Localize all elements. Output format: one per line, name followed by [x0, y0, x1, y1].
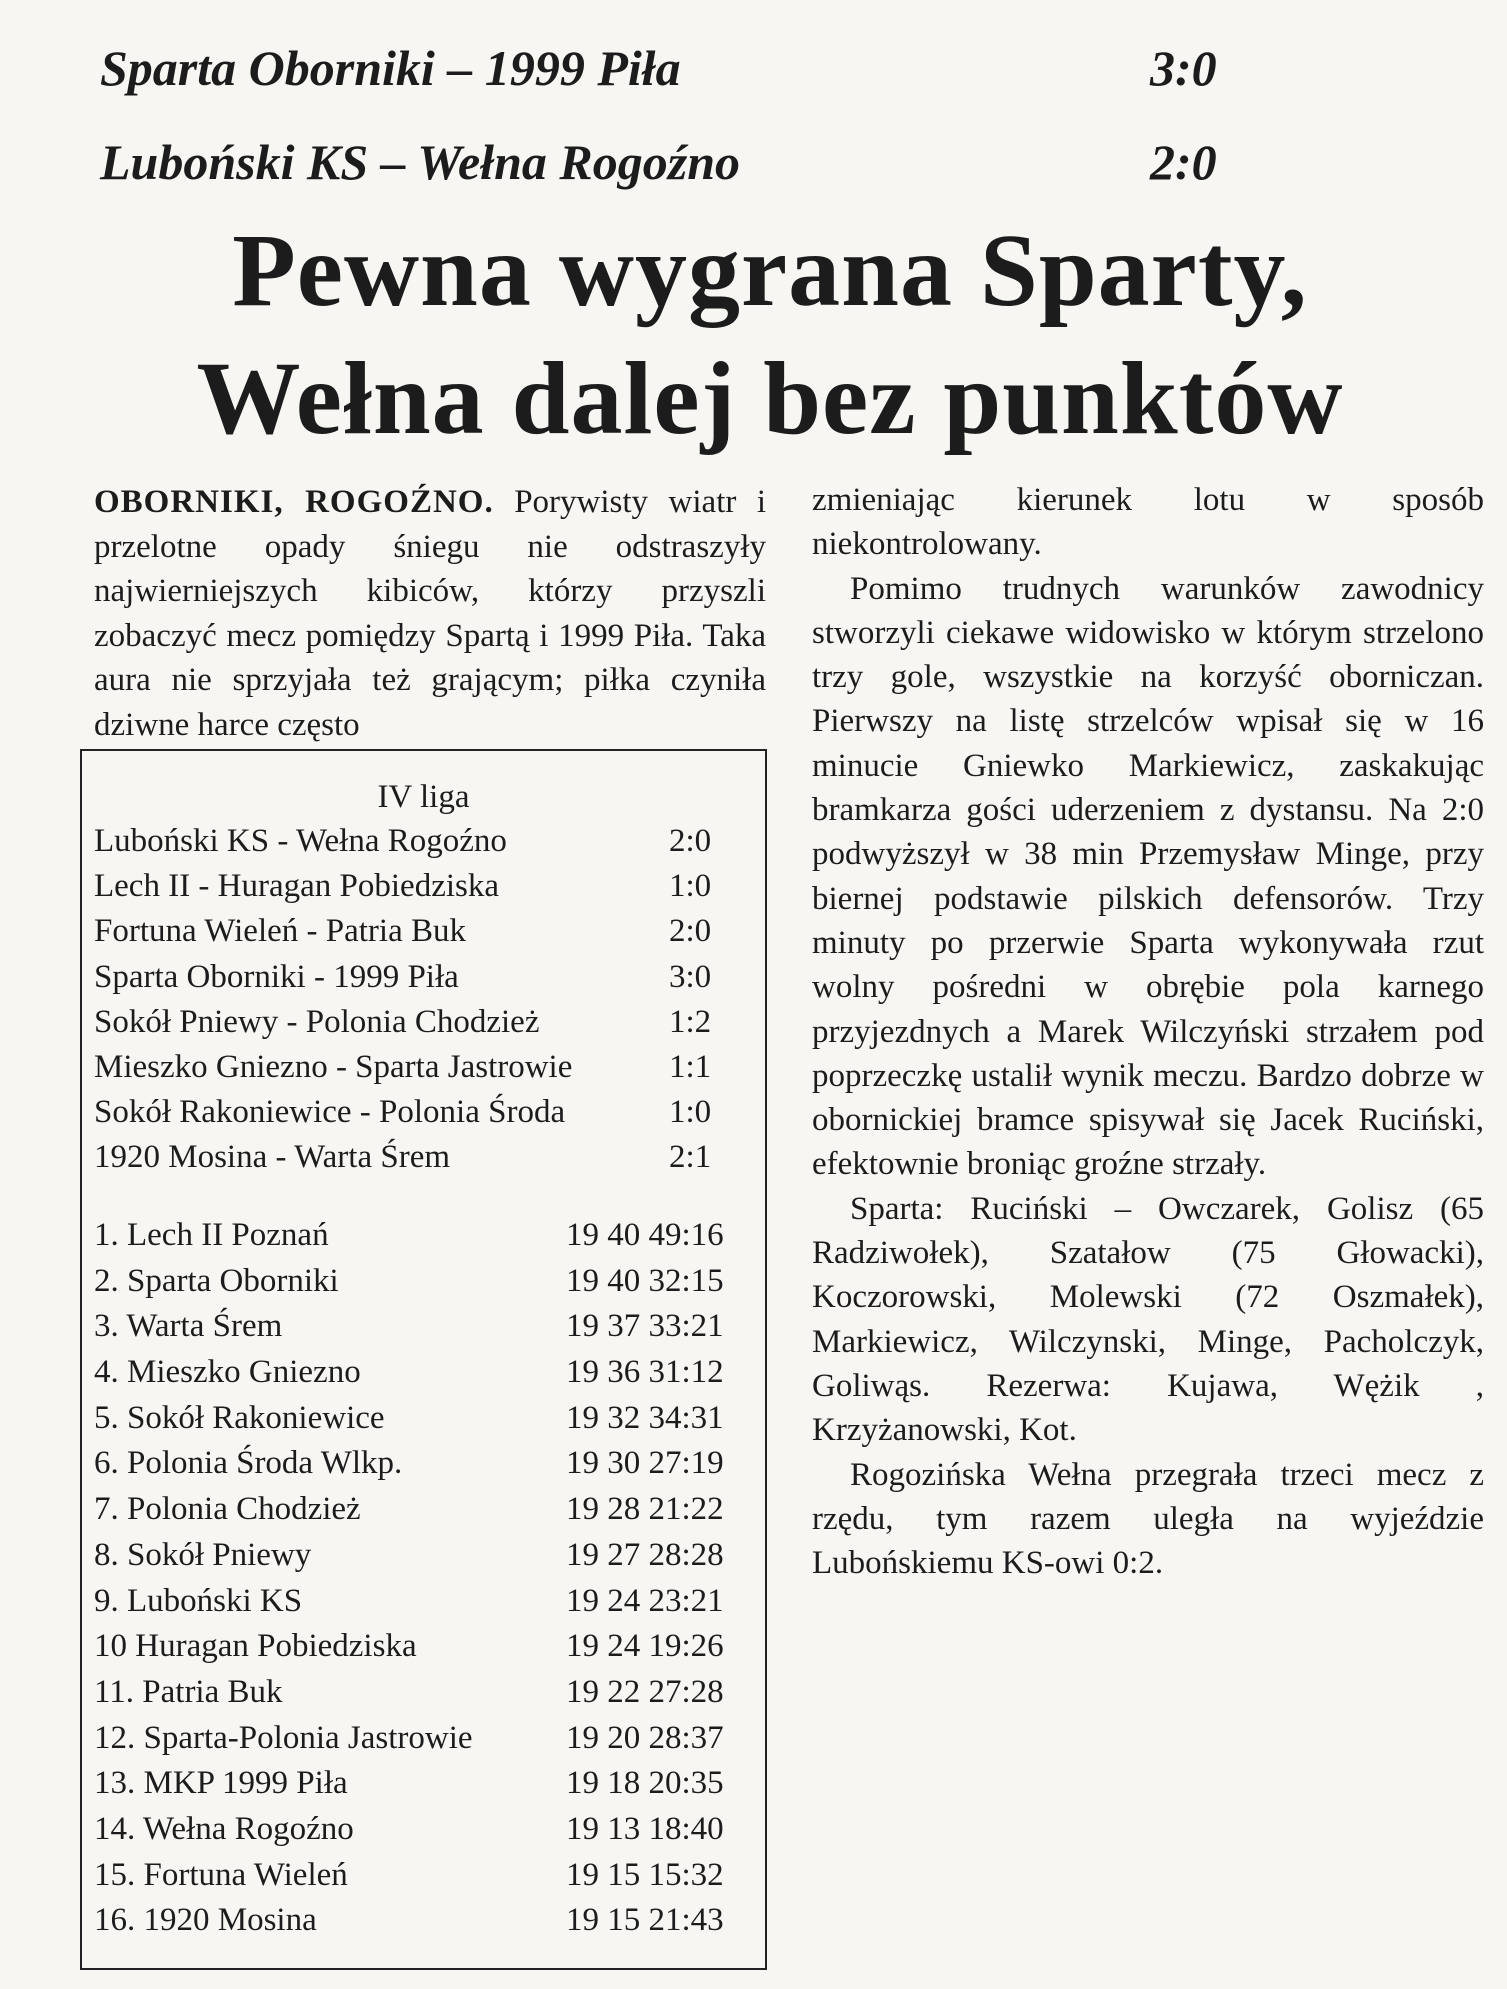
- league-title: IV liga: [377, 779, 470, 815]
- headline-line-1: Pewna wygrana Sparty,: [232, 213, 1308, 328]
- standings-team: 10 Huragan Pobiedziska: [94, 1628, 417, 1665]
- standings-team: 6. Polonia Środa Wlkp.: [94, 1445, 403, 1482]
- standings-team: 14. Wełna Rogoźno: [94, 1810, 354, 1847]
- article-paragraph: zmieniając kierunek lotu w sposób niekontrolowany.: [812, 482, 1484, 563]
- fixture-score: 1:2: [669, 1003, 712, 1040]
- league-table-box: [80, 749, 767, 1970]
- standings-team: 13. MKP 1999 Piła: [94, 1765, 348, 1802]
- standings-row: [94, 1853, 764, 1899]
- standings-row: [94, 1624, 764, 1670]
- fixture-row: [94, 1000, 754, 1045]
- fixture-row: [94, 955, 754, 1000]
- result-line: [100, 132, 1240, 192]
- standings-team: 3. Warta Śrem: [94, 1308, 283, 1345]
- standings-team: 9. Luboński KS: [94, 1582, 303, 1619]
- fixture-match: Sokół Pniewy - Polonia Chodzież: [94, 1003, 540, 1040]
- fixture-match: Fortuna Wieleń - Patria Buk: [94, 913, 466, 950]
- fixture-match: Sparta Oborniki - 1999 Piła: [94, 958, 459, 995]
- article-paragraph: Rogozińska Wełna przegrała trzeci mecz z rzędu, tym razem uległa na wyjeździe Lubońskiemu KS-owi 0:2.: [812, 1456, 1484, 1582]
- standings-stats: 19 15 15:32: [566, 1856, 724, 1893]
- fixtures-list: [94, 819, 754, 1181]
- fixture-row: [94, 1135, 754, 1180]
- fixture-row: [94, 909, 754, 954]
- fixture-row: [94, 819, 754, 864]
- standings-stats: 19 40 32:15: [566, 1262, 724, 1299]
- standings-row: [94, 1533, 764, 1579]
- fixture-match: Luboński KS - Wełna Rogoźno: [94, 823, 507, 859]
- standings-team: 5. Sokół Rakoniewice: [94, 1399, 385, 1436]
- standings-team: 8. Sokół Pniewy: [94, 1536, 312, 1573]
- standings-row: [94, 1807, 764, 1853]
- fixture-match: Sokół Rakoniewice - Polonia Środa: [94, 1094, 566, 1131]
- fixture-row: [94, 1090, 754, 1135]
- standings-stats: 19 24 23:21: [566, 1582, 724, 1619]
- standings-stats: 19 20 28:37: [566, 1719, 724, 1756]
- fixture-score: 1:0: [669, 1094, 712, 1131]
- standings-row: [94, 1441, 764, 1487]
- fixture-score: 2:0: [669, 913, 712, 950]
- standings-stats: 19 24 19:26: [566, 1628, 724, 1665]
- article-paragraph: [94, 480, 766, 747]
- standings-stats: 19 13 18:40: [566, 1810, 724, 1847]
- standings-stats: 19 27 28:28: [566, 1536, 724, 1573]
- standings-row: [94, 1716, 764, 1762]
- fixture-match: Mieszko Gniezno - Sparta Jastrowie: [94, 1048, 573, 1085]
- fixture-score: 1:1: [669, 1048, 712, 1085]
- standings-team: 7. Polonia Chodzież: [94, 1491, 361, 1528]
- standings-row: [94, 1304, 764, 1350]
- standings-team: 2. Sparta Oborniki: [94, 1262, 339, 1299]
- standings-row: [94, 1396, 764, 1442]
- standings-stats: 19 32 34:31: [566, 1399, 724, 1436]
- standings-stats: 19 15 21:43: [566, 1902, 724, 1939]
- standings-row: [94, 1213, 764, 1259]
- result-match: Sparta Oborniki – 1999 Piła: [100, 40, 681, 96]
- article-text: Porywisty wiatr i przelotne opady śniegu nie odstraszyły najwierniejszych kibiców, którzy przyszli zobaczyć mecz pomiędzy Spartą i 1999 Piła. Taka aura nie sprzyjała też grającym; piłka czyniła dziwne harce często: [94, 484, 767, 743]
- standings-stats: 19 28 21:22: [566, 1491, 724, 1528]
- fixture-row: [94, 864, 754, 909]
- standings-team: 12. Sparta-Polonia Jastrowie: [94, 1719, 473, 1756]
- standings-team: 16. 1920 Mosina: [94, 1902, 317, 1939]
- standings-row: [94, 1761, 764, 1807]
- result-score: 3:0: [1150, 40, 1217, 96]
- standings-row: [94, 1487, 764, 1533]
- article-lead: OBORNIKI, ROGOŹNO.: [94, 484, 494, 520]
- standings-stats: 19 22 27:28: [566, 1673, 724, 1710]
- fixture-match: Lech II - Huragan Pobiedziska: [94, 868, 500, 905]
- article-column-right: [812, 478, 1484, 1585]
- standings-stats: 19 18 20:35: [566, 1765, 724, 1802]
- fixture-score: 1:0: [669, 868, 712, 905]
- fixture-score: 2:0: [669, 823, 712, 859]
- standings-stats: 19 36 31:12: [566, 1354, 724, 1391]
- standings-team: 4. Mieszko Gniezno: [94, 1354, 361, 1391]
- fixture-score: 3:0: [669, 958, 712, 995]
- standings-team: 1. Lech II Poznań: [94, 1217, 329, 1253]
- standings-stats: 19 40 49:16: [566, 1217, 724, 1253]
- article-column-left: [94, 480, 766, 747]
- fixture-match: 1920 Mosina - Warta Śrem: [94, 1139, 451, 1176]
- standings-team: 15. Fortuna Wieleń: [94, 1856, 348, 1893]
- standings-row: [94, 1579, 764, 1625]
- standings-row: [94, 1350, 764, 1396]
- headline-line-2: Wełna dalej bez punktów: [196, 341, 1344, 456]
- result-score: 2:0: [1150, 134, 1217, 190]
- article-paragraph: Pomimo trudnych warunków zawodnicy stworzyli ciekawe widowisko w którym strzelono trzy gole, wszystkie na korzyść oborniczan. Pierwszy na listę strzelców wpisał się w 16 minucie Gniewko Markiewicz, zaskakując bramkarza gości uderzeniem z dystansu. Na 2:0 podwyższył w 38 min Przemysław Minge, przy biernej podstawie pilskich defensorów. Trzy minuty po przerwie Sparta wykonywała rzut wolny pośredni w obrębie pola karnego przyjezdnych a Marek Wilczyński strzałem pod poprzeczkę ustalił wynik meczu. Bardzo dobrze w obornickiej bramce spisywał się Jacek Ruciński, efektownie broniąc groźne strzały.: [812, 570, 1484, 1183]
- fixture-row: [94, 1045, 754, 1090]
- standings-list: [94, 1213, 764, 1944]
- fixture-score: 2:1: [669, 1139, 712, 1176]
- standings-row: [94, 1670, 764, 1716]
- article-paragraph: Sparta: Ruciński – Owczarek, Golisz (65 Radziwołek), Szatałow (75 Głowacki), Koczorowski, Molewski (72 Oszmałek), Markiewicz, Wilczynski, Minge, Pacholczyk, Goliwąs. Rezerwa: Kujawa, Wężik , Krzyżanowski, Kot.: [812, 1190, 1484, 1449]
- result-line: [100, 38, 1240, 98]
- standings-row: [94, 1898, 764, 1944]
- standings-team: 11. Patria Buk: [94, 1673, 283, 1710]
- standings-row: [94, 1259, 764, 1305]
- result-match: Luboński KS – Wełna Rogoźno: [100, 134, 741, 190]
- standings-stats: 19 37 33:21: [566, 1308, 724, 1345]
- standings-stats: 19 30 27:19: [566, 1445, 724, 1482]
